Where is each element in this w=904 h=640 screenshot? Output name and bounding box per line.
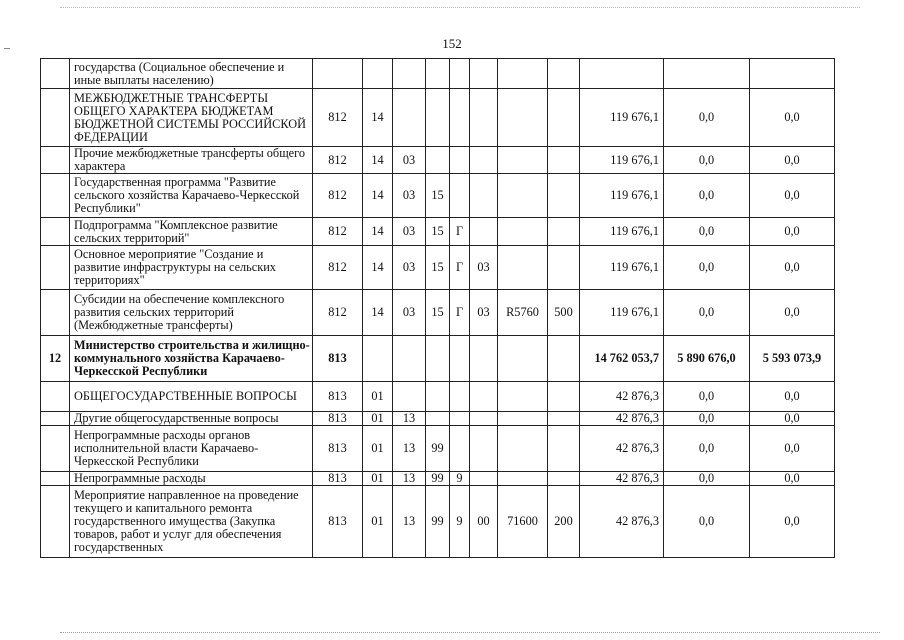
cell-section: 14 bbox=[363, 290, 393, 336]
cell-grbs: 813 bbox=[313, 412, 363, 426]
cell-sum-year-2: 0,0 bbox=[664, 412, 750, 426]
cell-subprogram bbox=[450, 426, 470, 472]
cell-sum-year-1: 42 876,3 bbox=[580, 426, 664, 472]
table-row bbox=[41, 147, 835, 174]
table-row bbox=[41, 336, 835, 382]
cell-main-event bbox=[470, 89, 498, 147]
scan-artifact-bottom bbox=[60, 632, 880, 633]
cell-main-event bbox=[470, 218, 498, 246]
cell-name: Субсидии на обеспечение комплексного развития сельских территорий (Межбюджетные трансферты) bbox=[70, 290, 313, 336]
cell-grbs: 813 bbox=[313, 426, 363, 472]
cell-grbs: 813 bbox=[313, 336, 363, 382]
cell-direction-code bbox=[498, 246, 548, 290]
cell-sum-year-1: 119 676,1 bbox=[580, 218, 664, 246]
cell-program bbox=[426, 412, 450, 426]
cell-name: МЕЖБЮДЖЕТНЫЕ ТРАНСФЕРТЫ ОБЩЕГО ХАРАКТЕРА БЮДЖЕТАМ БЮДЖЕТНОЙ СИСТЕМЫ РОССИЙСКОЙ ФЕДЕРАЦИИ bbox=[70, 89, 313, 147]
cell-number bbox=[41, 89, 70, 147]
cell-expense-type bbox=[548, 59, 580, 89]
cell-direction-code bbox=[498, 147, 548, 174]
cell-sum-year-1: 119 676,1 bbox=[580, 89, 664, 147]
cell-sum-year-2: 0,0 bbox=[664, 246, 750, 290]
budget-table bbox=[40, 58, 835, 558]
cell-sum-year-2 bbox=[664, 59, 750, 89]
cell-sum-year-3: 0,0 bbox=[750, 218, 835, 246]
cell-subsection bbox=[393, 89, 426, 147]
cell-main-event: 00 bbox=[470, 486, 498, 558]
cell-sum-year-3: 0,0 bbox=[750, 486, 835, 558]
cell-section: 01 bbox=[363, 382, 393, 412]
cell-program: 15 bbox=[426, 290, 450, 336]
cell-program: 15 bbox=[426, 246, 450, 290]
cell-program bbox=[426, 336, 450, 382]
cell-sum-year-1: 119 676,1 bbox=[580, 147, 664, 174]
cell-expense-type bbox=[548, 246, 580, 290]
cell-direction-code: 71600 bbox=[498, 486, 548, 558]
table-row bbox=[41, 246, 835, 290]
cell-expense-type bbox=[548, 382, 580, 412]
cell-number: 12 bbox=[41, 336, 70, 382]
cell-name: Мероприятие направленное на проведение текущего и капитального ремонта государственного имущества (Закупка товаров, работ и услуг для обеспечения государственных bbox=[70, 486, 313, 558]
cell-expense-type bbox=[548, 472, 580, 486]
cell-sum-year-1: 42 876,3 bbox=[580, 382, 664, 412]
cell-direction-code bbox=[498, 472, 548, 486]
table-row bbox=[41, 89, 835, 147]
cell-sum-year-3: 0,0 bbox=[750, 89, 835, 147]
cell-direction-code: R5760 bbox=[498, 290, 548, 336]
cell-grbs bbox=[313, 59, 363, 89]
cell-number bbox=[41, 486, 70, 558]
cell-section: 14 bbox=[363, 246, 393, 290]
cell-subprogram bbox=[450, 59, 470, 89]
cell-section: 01 bbox=[363, 412, 393, 426]
cell-number bbox=[41, 472, 70, 486]
cell-direction-code bbox=[498, 218, 548, 246]
cell-subsection: 03 bbox=[393, 174, 426, 218]
cell-subsection: 03 bbox=[393, 290, 426, 336]
cell-sum-year-3: 0,0 bbox=[750, 382, 835, 412]
cell-subprogram: 9 bbox=[450, 472, 470, 486]
cell-main-event: 03 bbox=[470, 246, 498, 290]
cell-grbs: 812 bbox=[313, 89, 363, 147]
cell-number bbox=[41, 412, 70, 426]
cell-sum-year-3 bbox=[750, 59, 835, 89]
table-row bbox=[41, 412, 835, 426]
cell-program: 99 bbox=[426, 472, 450, 486]
cell-subprogram bbox=[450, 336, 470, 382]
cell-main-event: 03 bbox=[470, 290, 498, 336]
cell-subprogram: Г bbox=[450, 218, 470, 246]
cell-program bbox=[426, 59, 450, 89]
cell-direction-code bbox=[498, 174, 548, 218]
cell-sum-year-1: 119 676,1 bbox=[580, 290, 664, 336]
cell-section: 14 bbox=[363, 218, 393, 246]
cell-sum-year-1: 42 876,3 bbox=[580, 472, 664, 486]
cell-grbs: 813 bbox=[313, 472, 363, 486]
cell-sum-year-3: 0,0 bbox=[750, 472, 835, 486]
cell-subprogram: 9 bbox=[450, 486, 470, 558]
cell-subsection bbox=[393, 382, 426, 412]
cell-subprogram bbox=[450, 382, 470, 412]
cell-direction-code bbox=[498, 426, 548, 472]
cell-grbs: 813 bbox=[313, 382, 363, 412]
cell-main-event bbox=[470, 426, 498, 472]
table-row bbox=[41, 472, 835, 486]
cell-grbs: 812 bbox=[313, 290, 363, 336]
cell-subsection: 03 bbox=[393, 147, 426, 174]
table-row bbox=[41, 382, 835, 412]
cell-main-event bbox=[470, 59, 498, 89]
cell-grbs: 812 bbox=[313, 246, 363, 290]
cell-section: 01 bbox=[363, 486, 393, 558]
cell-main-event bbox=[470, 472, 498, 486]
cell-sum-year-2: 0,0 bbox=[664, 218, 750, 246]
cell-number bbox=[41, 426, 70, 472]
cell-section: 14 bbox=[363, 174, 393, 218]
cell-sum-year-1: 14 762 053,7 bbox=[580, 336, 664, 382]
cell-main-event bbox=[470, 174, 498, 218]
cell-name: Основное мероприятие "Создание и развитие инфраструктуры на сельских территориях" bbox=[70, 246, 313, 290]
cell-section: 14 bbox=[363, 89, 393, 147]
cell-expense-type: 500 bbox=[548, 290, 580, 336]
cell-number bbox=[41, 147, 70, 174]
cell-subsection: 13 bbox=[393, 472, 426, 486]
cell-grbs: 812 bbox=[313, 147, 363, 174]
cell-subsection bbox=[393, 59, 426, 89]
cell-direction-code bbox=[498, 59, 548, 89]
cell-number bbox=[41, 174, 70, 218]
cell-sum-year-1: 42 876,3 bbox=[580, 486, 664, 558]
cell-main-event bbox=[470, 412, 498, 426]
table-row bbox=[41, 290, 835, 336]
cell-name: Государственная программа "Развитие сельского хозяйства Карачаево-Черкесской Республики" bbox=[70, 174, 313, 218]
cell-sum-year-1 bbox=[580, 59, 664, 89]
cell-program: 99 bbox=[426, 426, 450, 472]
cell-number bbox=[41, 218, 70, 246]
cell-direction-code bbox=[498, 382, 548, 412]
cell-section bbox=[363, 59, 393, 89]
table-body bbox=[41, 59, 835, 558]
cell-name: Министерство строительства и жилищно-коммунального хозяйства Карачаево-Черкесской Республики bbox=[70, 336, 313, 382]
cell-number bbox=[41, 382, 70, 412]
cell-subsection: 03 bbox=[393, 218, 426, 246]
cell-sum-year-1: 42 876,3 bbox=[580, 412, 664, 426]
cell-expense-type bbox=[548, 174, 580, 218]
cell-grbs: 812 bbox=[313, 218, 363, 246]
cell-sum-year-2: 0,0 bbox=[664, 89, 750, 147]
cell-number bbox=[41, 59, 70, 89]
cell-name: Подпрограмма "Комплексное развитие сельских территорий" bbox=[70, 218, 313, 246]
cell-sum-year-2: 0,0 bbox=[664, 486, 750, 558]
cell-expense-type bbox=[548, 147, 580, 174]
cell-subsection: 13 bbox=[393, 486, 426, 558]
cell-sum-year-3: 0,0 bbox=[750, 174, 835, 218]
cell-name: Непрограммные расходы органов исполнительной власти Карачаево-Черкесской Республики bbox=[70, 426, 313, 472]
cell-sum-year-2: 0,0 bbox=[664, 426, 750, 472]
cell-sum-year-2: 5 890 676,0 bbox=[664, 336, 750, 382]
cell-number bbox=[41, 246, 70, 290]
cell-sum-year-3: 5 593 073,9 bbox=[750, 336, 835, 382]
cell-sum-year-2: 0,0 bbox=[664, 472, 750, 486]
cell-subprogram bbox=[450, 412, 470, 426]
cell-subsection: 13 bbox=[393, 412, 426, 426]
cell-number bbox=[41, 290, 70, 336]
cell-subprogram bbox=[450, 147, 470, 174]
cell-subprogram: Г bbox=[450, 290, 470, 336]
scan-artifact-top bbox=[60, 7, 860, 8]
cell-name: Непрограммные расходы bbox=[70, 472, 313, 486]
cell-program bbox=[426, 147, 450, 174]
cell-section: 01 bbox=[363, 472, 393, 486]
cell-sum-year-2: 0,0 bbox=[664, 147, 750, 174]
cell-sum-year-2: 0,0 bbox=[664, 290, 750, 336]
cell-main-event bbox=[470, 336, 498, 382]
cell-main-event bbox=[470, 382, 498, 412]
cell-sum-year-2: 0,0 bbox=[664, 174, 750, 218]
cell-sum-year-3: 0,0 bbox=[750, 290, 835, 336]
cell-subsection: 03 bbox=[393, 246, 426, 290]
cell-subprogram: Г bbox=[450, 246, 470, 290]
cell-subprogram bbox=[450, 89, 470, 147]
cell-subprogram bbox=[450, 174, 470, 218]
cell-sum-year-3: 0,0 bbox=[750, 147, 835, 174]
cell-section: 14 bbox=[363, 147, 393, 174]
table-row bbox=[41, 486, 835, 558]
cell-expense-type: 200 bbox=[548, 486, 580, 558]
page-number: 152 bbox=[442, 36, 462, 51]
cell-section: 01 bbox=[363, 426, 393, 472]
cell-sum-year-3: 0,0 bbox=[750, 246, 835, 290]
cell-direction-code bbox=[498, 412, 548, 426]
cell-program bbox=[426, 89, 450, 147]
cell-program: 15 bbox=[426, 174, 450, 218]
cell-grbs: 813 bbox=[313, 486, 363, 558]
cell-name: Другие общегосударственные вопросы bbox=[70, 412, 313, 426]
table-row bbox=[41, 218, 835, 246]
table-row bbox=[41, 59, 835, 89]
cell-program: 99 bbox=[426, 486, 450, 558]
cell-sum-year-1: 119 676,1 bbox=[580, 246, 664, 290]
cell-direction-code bbox=[498, 336, 548, 382]
cell-program: 15 bbox=[426, 218, 450, 246]
cell-sum-year-3: 0,0 bbox=[750, 412, 835, 426]
cell-expense-type bbox=[548, 412, 580, 426]
cell-name: Прочие межбюджетные трансферты общего характера bbox=[70, 147, 313, 174]
table-row bbox=[41, 174, 835, 218]
cell-sum-year-1: 119 676,1 bbox=[580, 174, 664, 218]
cell-subsection bbox=[393, 336, 426, 382]
cell-subsection: 13 bbox=[393, 426, 426, 472]
cell-name: ОБЩЕГОСУДАРСТВЕННЫЕ ВОПРОСЫ bbox=[70, 382, 313, 412]
cell-program bbox=[426, 382, 450, 412]
cell-section bbox=[363, 336, 393, 382]
cell-direction-code bbox=[498, 89, 548, 147]
cell-main-event bbox=[470, 147, 498, 174]
cell-grbs: 812 bbox=[313, 174, 363, 218]
cell-sum-year-2: 0,0 bbox=[664, 382, 750, 412]
cell-expense-type bbox=[548, 218, 580, 246]
cell-name: государства (Социальное обеспечение и иные выплаты населению) bbox=[70, 59, 313, 89]
cell-expense-type bbox=[548, 426, 580, 472]
cell-sum-year-3: 0,0 bbox=[750, 426, 835, 472]
table-row bbox=[41, 426, 835, 472]
cell-expense-type bbox=[548, 336, 580, 382]
cell-expense-type bbox=[548, 89, 580, 147]
